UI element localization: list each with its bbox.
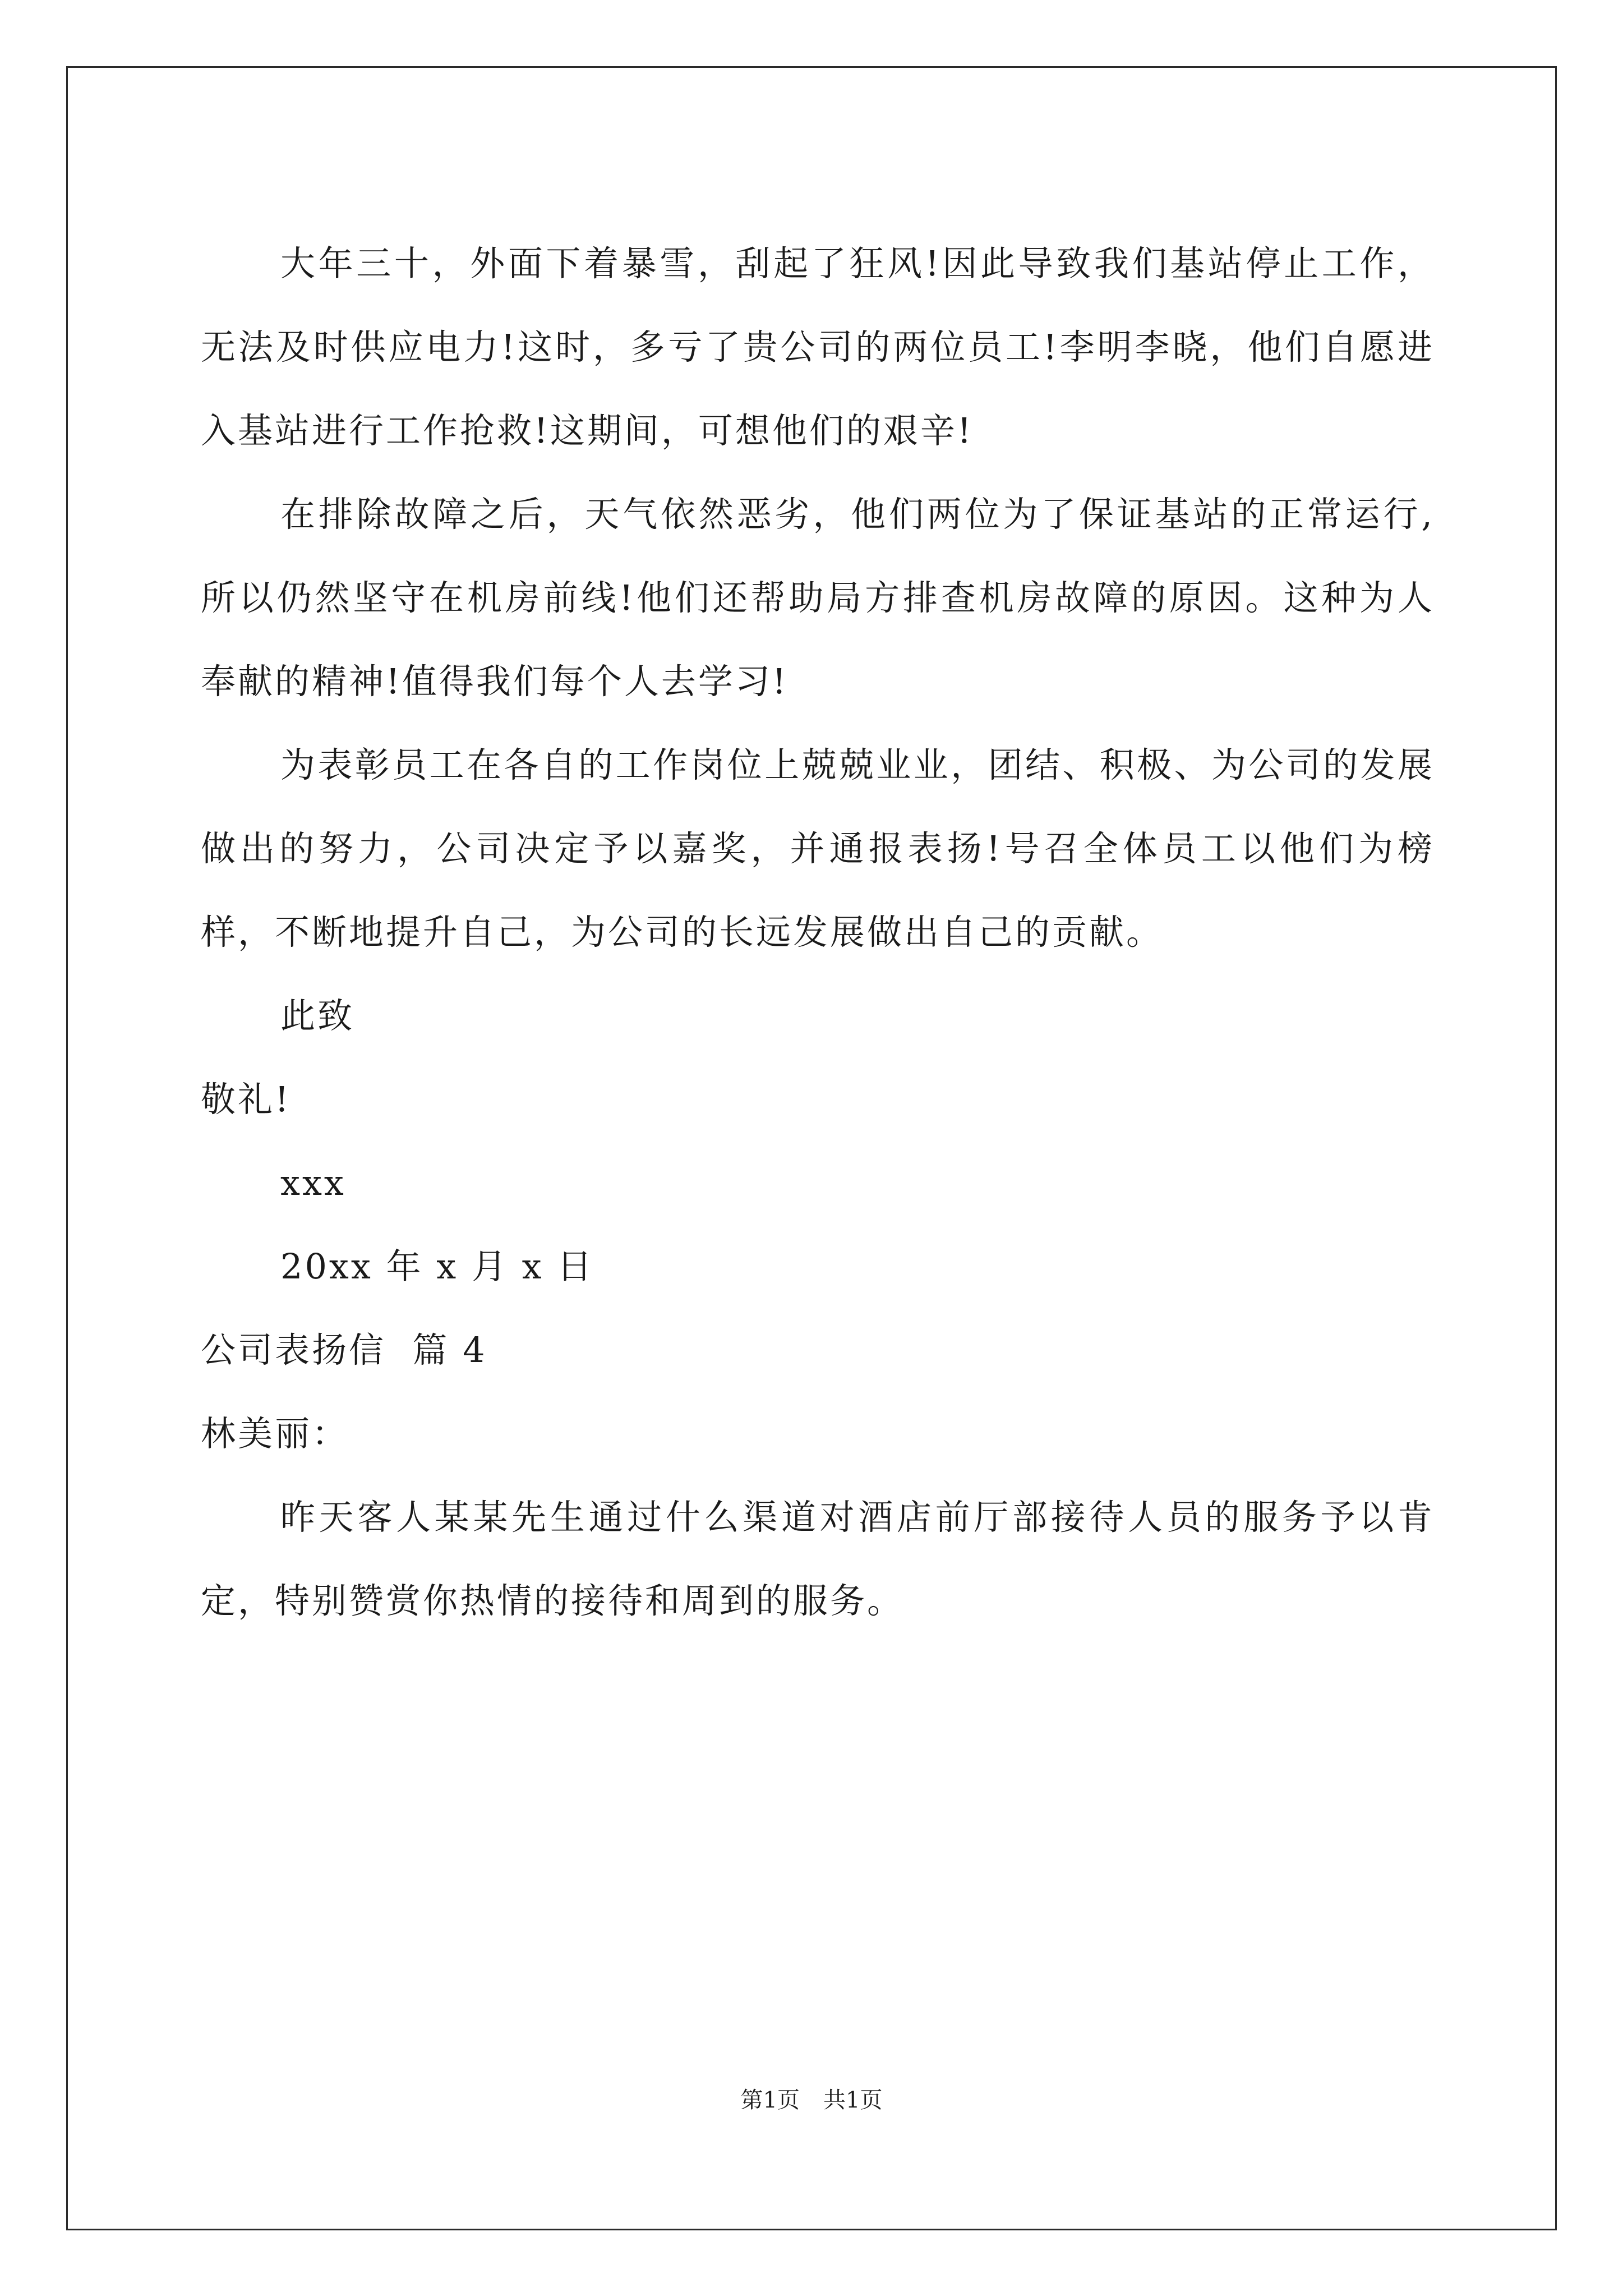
closing: 此致 <box>280 995 355 1036</box>
paragraph-4: 昨天客人某某先生通过什么渠道对酒店前厅部接待人员的服务予以肯定，特别赞赏你热情的接待和周到的服务。 <box>201 1497 1435 1621</box>
paragraph-1: 大年三十，外面下着暴雪，刮起了狂风!因此导致我们基站停止工作，无法及时供应电力!这时，多亏了贵公司的两位员工!李明李晓，他们自愿进入基站进行工作抢救!这期间，可想他们的艰辛! <box>201 243 1435 451</box>
paragraph-2: 在排除故障之后，天气依然恶劣，他们两位为了保证基站的正常运行,所以仍然坚守在机房前线!他们还帮助局方排查机房故障的原因。这种为人奉献的精神!值得我们每个人去学习! <box>201 494 1435 702</box>
page-footer <box>0 2082 1623 2114</box>
date: 20xx 年 x 月 x 日 <box>280 1246 594 1287</box>
paragraph-3: 为表彰员工在各自的工作岗位上兢兢业业，团结、积极、为公司的发展做出的努力，公司决定予以嘉奖，并通报表扬!号召全体员工以他们为榜样，不断地提升自己，为公司的长远发展做出自己的贡献。 <box>201 744 1435 953</box>
page-number: 第1页 <box>740 2087 800 2113</box>
signature: xxx <box>280 1162 346 1203</box>
document-body <box>201 222 1435 1642</box>
page-total: 共1页 <box>823 2087 883 2113</box>
section-title: 公司表扬信 篇 4 <box>201 1329 487 1370</box>
recipient: 林美丽： <box>201 1413 349 1454</box>
salute: 敬礼! <box>201 1079 291 1120</box>
